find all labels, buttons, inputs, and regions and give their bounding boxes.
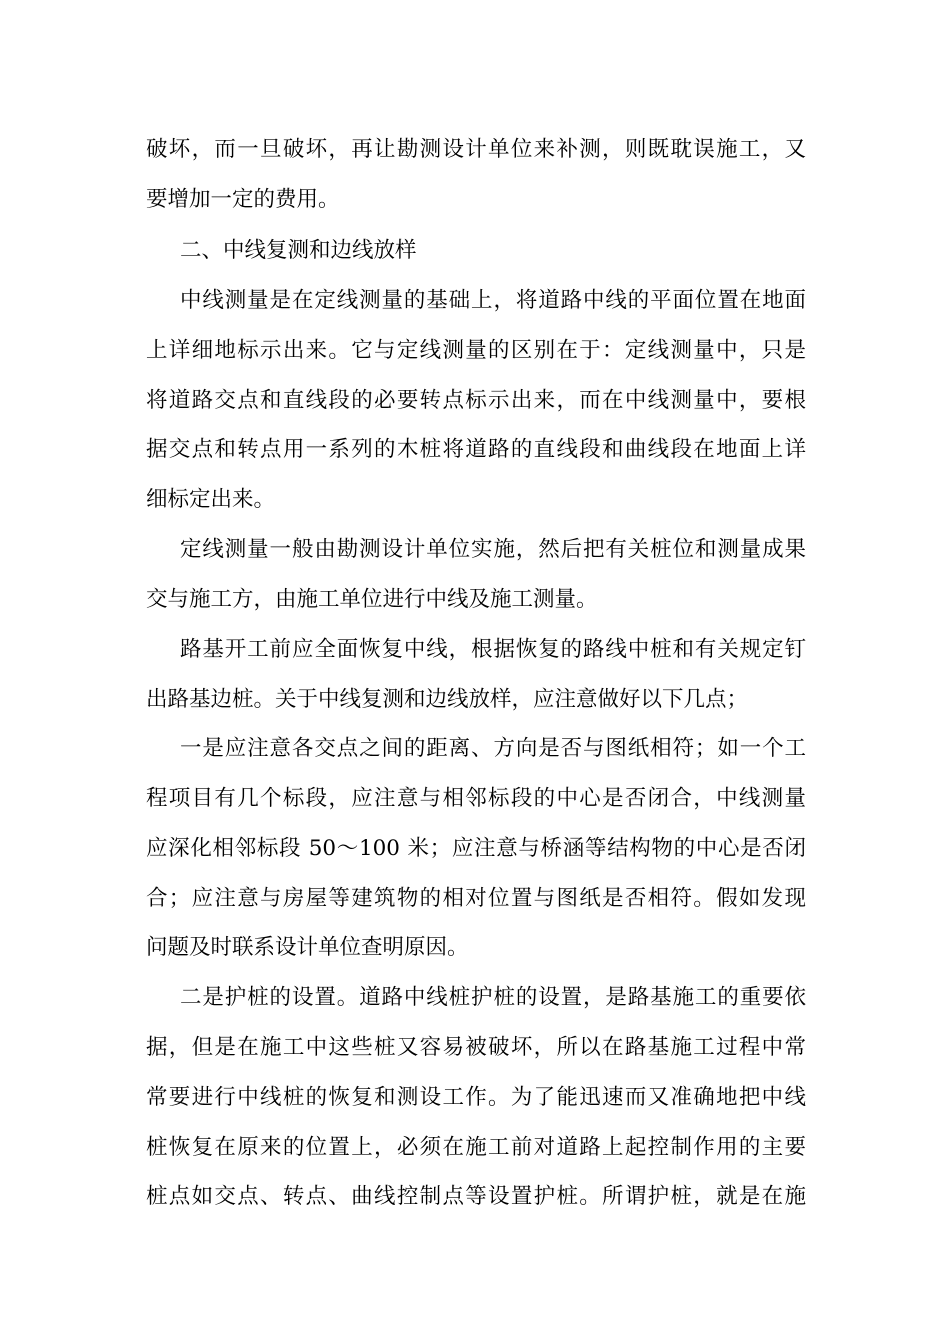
text-line: 路基开工前应全面恢复中线，根据恢复的路线中桩和有关规定钉 (180, 637, 806, 662)
text-line: 出路基边桩。关于中线复测和边线放样，应注意做好以下几点； (146, 687, 749, 712)
text-line: 二是护桩的设置。道路中线桩护桩的设置，是路基施工的重要依 (180, 985, 806, 1010)
text-line: 破坏，而一旦破坏，再让勘测设计单位来补测，则既耽误施工，又 (146, 137, 806, 162)
text-line: 问题及时联系设计单位查明原因。 (146, 935, 469, 960)
section-heading: 二、中线复测和边线放样 (180, 238, 417, 263)
text-line: 桩恢复在原来的位置上，必须在施工前对道路上起控制作用的主要 (146, 1135, 806, 1160)
text-line: 据，但是在施工中这些桩又容易被破坏，所以在路基施工过程中常 (146, 1035, 806, 1060)
text-line: 桩点如交点、转点、曲线控制点等设置护桩。所谓护桩，就是在施 (146, 1184, 806, 1209)
text-line: 中线测量是在定线测量的基础上，将道路中线的平面位置在地面 (180, 288, 806, 313)
text-line: 将道路交点和直线段的必要转点标示出来，而在中线测量中，要根 (146, 388, 806, 413)
text-line: 要增加一定的费用。 (146, 187, 340, 212)
text-line: 定线测量一般由勘测设计单位实施，然后把有关桩位和测量成果 (180, 537, 806, 562)
text-line: 细标定出来。 (146, 487, 276, 512)
text-line: 上详细地标示出来。它与定线测量的区别在于：定线测量中，只是 (146, 338, 806, 363)
text-line: 程项目有几个标段，应注意与相邻标段的中心是否闭合，中线测量 (146, 786, 806, 811)
text-line: 合；应注意与房屋等建筑物的相对位置与图纸是否相符。假如发现 (146, 886, 806, 911)
text-line: 应深化相邻标段 50～100 米；应注意与桥涵等结构物的中心是否闭 (146, 836, 806, 861)
text-line: 据交点和转点用一系列的木桩将道路的直线段和曲线段在地面上详 (146, 437, 806, 462)
text-line: 一是应注意各交点之间的距离、方向是否与图纸相符；如一个工 (180, 736, 806, 761)
text-line: 常要进行中线桩的恢复和测设工作。为了能迅速而又准确地把中线 (146, 1085, 806, 1110)
text-line: 交与施工方，由施工单位进行中线及施工测量。 (146, 587, 598, 612)
